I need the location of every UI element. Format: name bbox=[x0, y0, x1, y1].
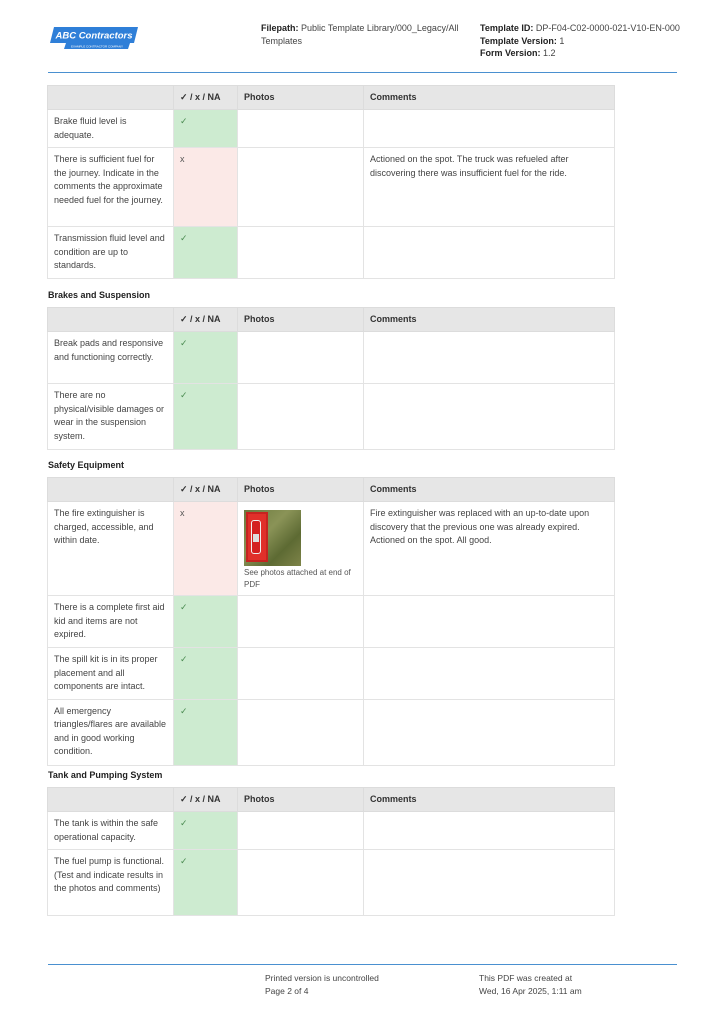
photos-cell bbox=[238, 812, 364, 850]
comments-cell bbox=[364, 384, 615, 450]
col-header-photos: Photos bbox=[238, 788, 364, 812]
table-row bbox=[48, 596, 615, 648]
status-pass: ✓ bbox=[174, 384, 238, 450]
status-pass: ✓ bbox=[174, 332, 238, 384]
item-text: Brake fluid level is adequate. bbox=[48, 110, 174, 148]
uncontrolled-notice: Printed version is uncontrolled bbox=[265, 973, 379, 983]
table-header-row bbox=[48, 478, 615, 502]
table-row bbox=[48, 332, 615, 384]
status-pass: ✓ bbox=[174, 850, 238, 916]
comments-cell: Fire extinguisher was replaced with an up-to-date upon discovery that the previous one was already expired. Actioned on the spot. All good. bbox=[364, 502, 615, 596]
table-row bbox=[48, 110, 615, 148]
table-row bbox=[48, 384, 615, 450]
checklist-table-brakes bbox=[47, 307, 615, 450]
col-header-photos: Photos bbox=[238, 478, 364, 502]
page-number: Page 2 of 4 bbox=[265, 985, 309, 996]
footer-left bbox=[265, 972, 379, 997]
col-header-item bbox=[48, 788, 174, 812]
item-text: Break pads and responsive and functioning correctly. bbox=[48, 332, 174, 384]
table-row bbox=[48, 699, 615, 765]
table-row bbox=[48, 850, 615, 916]
section-title-tank: Tank and Pumping System bbox=[48, 770, 163, 780]
form-version-label: Form Version: bbox=[480, 48, 541, 58]
status-fail: x bbox=[174, 148, 238, 227]
col-header-comments: Comments bbox=[364, 478, 615, 502]
table-header-row bbox=[48, 788, 615, 812]
checklist-table-tank bbox=[47, 787, 615, 916]
filepath-label: Filepath: bbox=[261, 23, 299, 33]
section-title-safety: Safety Equipment bbox=[48, 460, 125, 470]
comments-cell bbox=[364, 648, 615, 700]
col-header-photos: Photos bbox=[238, 86, 364, 110]
photos-cell bbox=[238, 110, 364, 148]
photos-cell bbox=[238, 148, 364, 227]
photos-cell bbox=[238, 227, 364, 279]
comments-cell bbox=[364, 596, 615, 648]
status-pass: ✓ bbox=[174, 596, 238, 648]
col-header-photos: Photos bbox=[238, 308, 364, 332]
photo-caption: See photos attached at end of PDF bbox=[244, 568, 351, 589]
comments-cell bbox=[364, 699, 615, 765]
item-text: All emergency triangles/flares are available and in good working condition. bbox=[48, 699, 174, 765]
table-row bbox=[48, 812, 615, 850]
footer-divider bbox=[48, 964, 677, 965]
form-version-value: 1.2 bbox=[543, 48, 556, 58]
photos-cell bbox=[238, 596, 364, 648]
col-header-item bbox=[48, 308, 174, 332]
status-pass: ✓ bbox=[174, 699, 238, 765]
item-text: The fire extinguisher is charged, accessible, and within date. bbox=[48, 502, 174, 596]
template-info bbox=[480, 22, 680, 60]
comments-cell bbox=[364, 850, 615, 916]
comments-cell bbox=[364, 812, 615, 850]
item-text: The tank is within the safe operational capacity. bbox=[48, 812, 174, 850]
photos-cell bbox=[238, 699, 364, 765]
table-row bbox=[48, 502, 615, 596]
item-text: The fuel pump is functional. (Test and indicate results in the photos and comments) bbox=[48, 850, 174, 916]
col-header-comments: Comments bbox=[364, 788, 615, 812]
col-header-status: ✓ / x / NA bbox=[174, 478, 238, 502]
photos-cell bbox=[238, 648, 364, 700]
item-text: There are no physical/visible damages or wear in the suspension system. bbox=[48, 384, 174, 450]
checklist-table-fluids bbox=[47, 85, 615, 279]
col-header-item bbox=[48, 478, 174, 502]
table-header-row bbox=[48, 308, 615, 332]
col-header-item bbox=[48, 86, 174, 110]
col-header-comments: Comments bbox=[364, 86, 615, 110]
comments-cell bbox=[364, 227, 615, 279]
created-label: This PDF was created at bbox=[479, 973, 573, 983]
table-header-row bbox=[48, 86, 615, 110]
section-title-brakes: Brakes and Suspension bbox=[48, 290, 151, 300]
comments-cell bbox=[364, 332, 615, 384]
item-text: There is sufficient fuel for the journey. Indicate in the comments the approximate needed fuel for the journey. bbox=[48, 148, 174, 227]
item-text: The spill kit is in its proper placement and all components are intact. bbox=[48, 648, 174, 700]
logo-text: ABC Contractors bbox=[55, 30, 133, 42]
logo-subtext: EXAMPLE CONTRACTOR COMPANY bbox=[71, 44, 123, 49]
col-header-status: ✓ / x / NA bbox=[174, 308, 238, 332]
header-divider bbox=[48, 72, 677, 73]
comments-cell bbox=[364, 110, 615, 148]
photos-cell bbox=[238, 502, 364, 596]
status-fail: x bbox=[174, 502, 238, 596]
filepath-value: Public Template Library/000_Legacy/All Templates bbox=[261, 23, 459, 46]
template-id-label: Template ID: bbox=[480, 23, 534, 33]
comments-cell: Actioned on the spot. The truck was refueled after discovering there was insufficient fuel for the ride. bbox=[364, 148, 615, 227]
photos-cell bbox=[238, 850, 364, 916]
item-text: Transmission fluid level and condition are up to standards. bbox=[48, 227, 174, 279]
photos-cell bbox=[238, 332, 364, 384]
status-pass: ✓ bbox=[174, 110, 238, 148]
fire-extinguisher-photo-icon[interactable] bbox=[244, 510, 301, 566]
photos-cell bbox=[238, 384, 364, 450]
template-version-value: 1 bbox=[559, 35, 565, 46]
col-header-status: ✓ / x / NA bbox=[174, 788, 238, 812]
company-logo bbox=[48, 26, 138, 50]
template-version-label: Template Version: bbox=[480, 35, 557, 46]
page-header bbox=[0, 0, 725, 74]
status-pass: ✓ bbox=[174, 227, 238, 279]
created-timestamp: Wed, 16 Apr 2025, 1:11 am bbox=[479, 985, 582, 996]
table-row bbox=[48, 648, 615, 700]
table-row bbox=[48, 148, 615, 227]
item-text: There is a complete first aid kid and items are not expired. bbox=[48, 596, 174, 648]
checklist-table-safety bbox=[47, 477, 615, 766]
status-pass: ✓ bbox=[174, 648, 238, 700]
filepath-info bbox=[261, 22, 471, 47]
table-row bbox=[48, 227, 615, 279]
status-pass: ✓ bbox=[174, 812, 238, 850]
col-header-status: ✓ / x / NA bbox=[174, 86, 238, 110]
footer-right bbox=[479, 972, 582, 997]
col-header-comments: Comments bbox=[364, 308, 615, 332]
template-id-value: DP-F04-C02-0000-021-V10-EN-000 bbox=[535, 23, 680, 33]
